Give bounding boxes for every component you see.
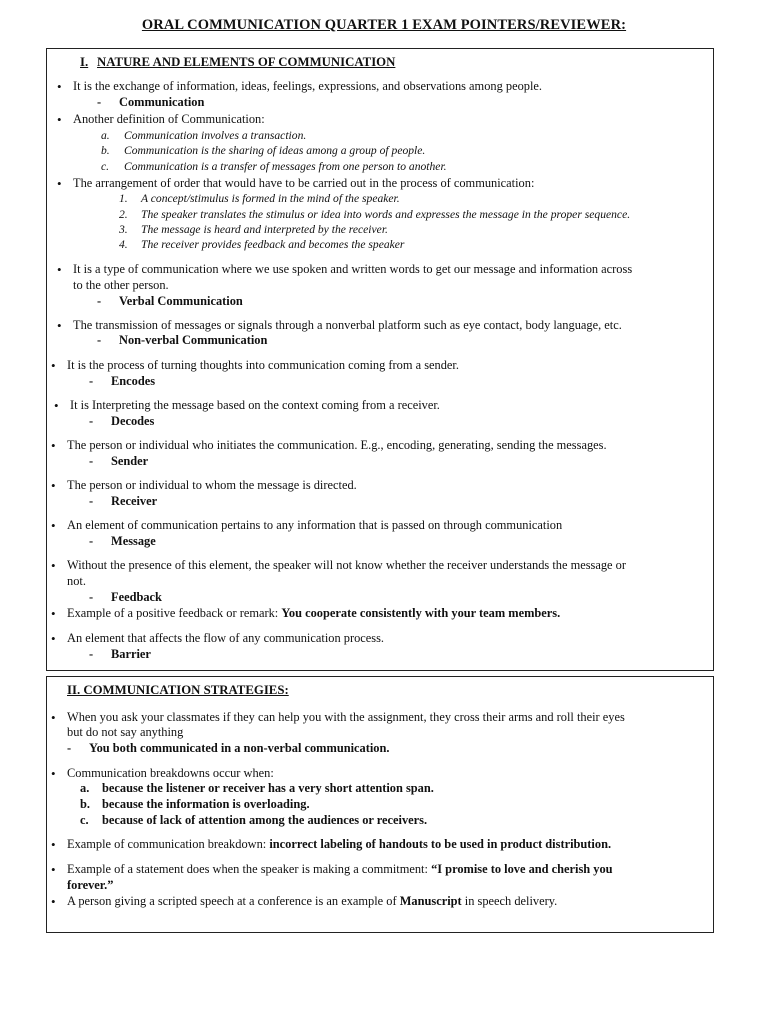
item-s5-term: Manuscript — [399, 894, 462, 908]
def-a-marker: a. — [101, 129, 110, 142]
section-nature-elements — [46, 48, 714, 671]
step-1-marker: 1. — [119, 192, 128, 205]
page-title: ORAL COMMUNICATION QUARTER 1 EXAM POINTERS/REVIEWER: — [141, 17, 627, 33]
answer-feedback: - Feedback — [111, 590, 162, 605]
step-2-marker: 2. — [119, 208, 128, 221]
breakdown-a-marker: a. — [80, 781, 90, 795]
section1-heading: NATURE AND ELEMENTS OF COMMUNICATION — [97, 55, 396, 69]
step-3-marker: 3. — [119, 223, 128, 236]
item-q12 — [67, 606, 560, 621]
item-s5-suffix: in speech delivery. — [464, 894, 558, 908]
answer-sender: - Sender — [111, 454, 148, 469]
item-s4-line2: forever.” — [67, 878, 114, 892]
answer-decodes: - Decodes — [111, 414, 154, 429]
item-s5 — [67, 894, 557, 909]
breakdown-b-text: because the information is overloading. — [102, 797, 310, 811]
item-q9: • The person or individual to whom the message is directed. — [67, 478, 357, 493]
answer-nonverbal: - Non-verbal Communication — [119, 333, 267, 348]
item-s1-line1: • When you ask your classmates if they can help you with the assignment, they cross their arms and roll their eyes — [67, 710, 625, 725]
def-c-marker: c. — [101, 160, 110, 173]
item-q12-example: You cooperate consistently with your team members. — [281, 606, 561, 620]
item-q4-line1: • It is a type of communication where we use spoken and written words to get our message and information across — [73, 262, 632, 277]
item-q5: • The transmission of messages or signals through a nonverbal platform such as eye contact, body language, etc. — [73, 318, 622, 333]
item-q8: • The person or individual who initiates the communication. E.g., encoding, generating, sending the messages. — [67, 438, 607, 453]
item-q4-line2: to the other person. — [73, 278, 169, 292]
item-s4-prefix: Example of a statement does when the speaker is making a commitment: — [67, 862, 428, 876]
step-4-text: The receiver provides feedback and becomes the speaker — [141, 238, 405, 251]
item-q7: • It is Interpreting the message based on the context coming from a receiver. — [70, 398, 440, 413]
item-q12-prefix: Example of a positive feedback or remark: — [67, 606, 279, 620]
breakdown-c-text: because of lack of attention among the audiences or receivers. — [102, 813, 428, 827]
item-s4-quote: “I promise to love and cherish you — [431, 862, 613, 876]
answer-message: - Message — [111, 534, 156, 549]
item-s3 — [67, 837, 611, 852]
item-s2: • Communication breakdowns occur when: — [67, 766, 274, 781]
section2-heading: II. COMMUNICATION STRATEGIES: — [67, 683, 289, 697]
answer-barrier: - Barrier — [111, 647, 151, 662]
step-2-text: The speaker translates the stimulus or idea into words and expresses the message in the proper sequence. — [141, 208, 631, 221]
item-s3-example: incorrect labeling of handouts to be used in product distribution. — [269, 837, 612, 851]
def-a-text: Communication involves a transaction. — [124, 129, 307, 142]
item-q2: • Another definition of Communication: — [73, 112, 265, 127]
item-q13: • An element that affects the flow of any communication process. — [67, 631, 384, 646]
item-q11-line1: • Without the presence of this element, the speaker will not know whether the receiver understands the message or — [67, 558, 626, 573]
step-3-text: The message is heard and interpreted by the receiver. — [141, 223, 388, 236]
section1-number: I. — [80, 55, 89, 69]
answer-nonverbal-communication: - You both communicated in a non-verbal communication. — [89, 741, 390, 756]
def-b-text: Communication is the sharing of ideas among a group of people. — [124, 144, 426, 157]
breakdown-c-marker: c. — [80, 813, 89, 827]
item-s3-prefix: Example of communication breakdown: — [67, 837, 267, 851]
item-q10: • An element of communication pertains to any information that is passed on through communication — [67, 518, 562, 533]
breakdown-b-marker: b. — [80, 797, 90, 811]
def-b-marker: b. — [101, 144, 110, 157]
item-q3: • The arrangement of order that would have to be carried out in the process of communication: — [73, 176, 534, 191]
answer-receiver: - Receiver — [111, 494, 157, 509]
def-c-text: Communication is a transfer of messages from one person to another. — [124, 160, 447, 173]
section-communication-strategies — [46, 676, 714, 933]
item-s4-line1 — [67, 862, 613, 877]
answer-verbal: - Verbal Communication — [119, 294, 243, 309]
answer-communication: - Communication — [119, 95, 204, 110]
item-s1-line2: but do not say anything — [67, 725, 184, 739]
item-q1: • It is the exchange of information, ideas, feelings, expressions, and observations among people. — [73, 79, 542, 94]
item-q11-line2: not. — [67, 574, 86, 588]
answer-encodes: - Encodes — [111, 374, 155, 389]
item-q6: • It is the process of turning thoughts into communication coming from a sender. — [67, 358, 459, 373]
step-1-text: A concept/stimulus is formed in the mind of the speaker. — [141, 192, 400, 205]
step-4-marker: 4. — [119, 238, 128, 251]
breakdown-a-text: because the listener or receiver has a very short attention span. — [102, 781, 434, 795]
item-s5-prefix: A person giving a scripted speech at a conference is an example of — [67, 894, 397, 908]
